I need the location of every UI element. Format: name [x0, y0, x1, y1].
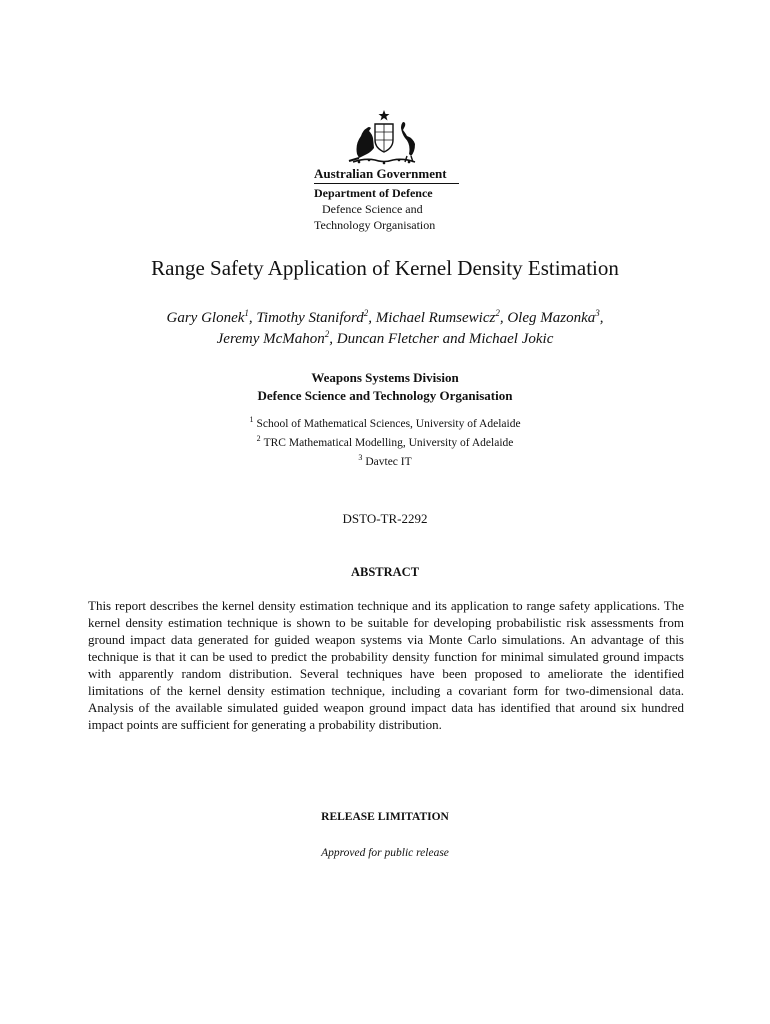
author-list [60, 308, 710, 350]
author-affiliation-mark: 3 [595, 308, 600, 318]
author-line-1 [60, 308, 710, 329]
affiliation-text: Davtec IT [365, 456, 412, 468]
abstract-body: This report describes the kernel density estimation technique and its application to range safety applications. The kernel density estimation technique is shown to be suitable for developing probabilistic risk assessments from ground impact data generated for guided weapon systems via Monte Carlo simulations. An advantage of this technique is that it can be used to predict the probability density function for minimal simulated ground impacts with apparently random distribution. Several techniques have been proposed to ameliorate the identified limitations of the kernel density estimation technique, including a covariant form for two-dimensional data. Analysis of the available simulated guided weapon ground impact data has identified that around six hundred impact points are sufficient for generating a probability distribution. [88, 598, 684, 732]
affiliation-item [0, 415, 770, 434]
author-name: Jeremy McMahon [216, 331, 325, 347]
author-line-2 [60, 329, 710, 350]
affiliation-mark: 3 [358, 453, 363, 463]
author-separator: , [368, 310, 376, 326]
author-affiliation-mark: 1 [244, 308, 249, 318]
author-affiliation-mark: 2 [363, 308, 369, 318]
author-name: Michael Rumsewicz [375, 310, 496, 326]
report-title: Range Safety Application of Kernel Density Estimation [151, 256, 619, 280]
organisation-name: Defence Science and Technology Organisation [257, 388, 513, 403]
author-separator: , [499, 310, 508, 326]
affiliation-item [0, 434, 770, 453]
author-affiliation-mark: 2 [324, 329, 330, 339]
letterhead [314, 165, 474, 233]
affiliation-list [0, 415, 770, 472]
affiliation-mark: 1 [249, 415, 254, 425]
organisation-line-2: Technology Organisation [314, 218, 436, 232]
division-block [0, 369, 770, 405]
author-separator: , [248, 310, 257, 326]
author-name: Gary Glonek [166, 310, 245, 326]
affiliation-text: TRC Mathematical Modelling, University of Adelaide [263, 437, 514, 449]
release-limitation-heading: RELEASE LIMITATION [321, 811, 449, 823]
division-name: Weapons Systems Division [311, 370, 459, 385]
commonwealth-coat-of-arms-icon [345, 108, 423, 166]
affiliation-mark: 2 [256, 434, 261, 444]
author-name: Oleg Mazonka [507, 310, 596, 326]
organisation-line-1: Defence Science and [322, 202, 423, 216]
author-remaining-names: , Duncan Fletcher and Michael Jokic [329, 331, 554, 347]
abstract-heading: ABSTRACT [350, 565, 420, 579]
author-name: Timothy Staniford [256, 310, 364, 326]
report-number: DSTO-TR-2292 [342, 511, 428, 526]
government-name: Australian Government [314, 166, 447, 181]
department-name: Department of Defence [314, 186, 433, 200]
release-limitation-note: Approved for public release [321, 847, 449, 859]
affiliation-item [0, 453, 770, 472]
author-affiliation-mark: 2 [495, 308, 500, 318]
author-separator: , [599, 310, 604, 326]
letterhead-divider [314, 183, 459, 184]
affiliation-text: School of Mathematical Sciences, University of Adelaide [256, 418, 521, 430]
